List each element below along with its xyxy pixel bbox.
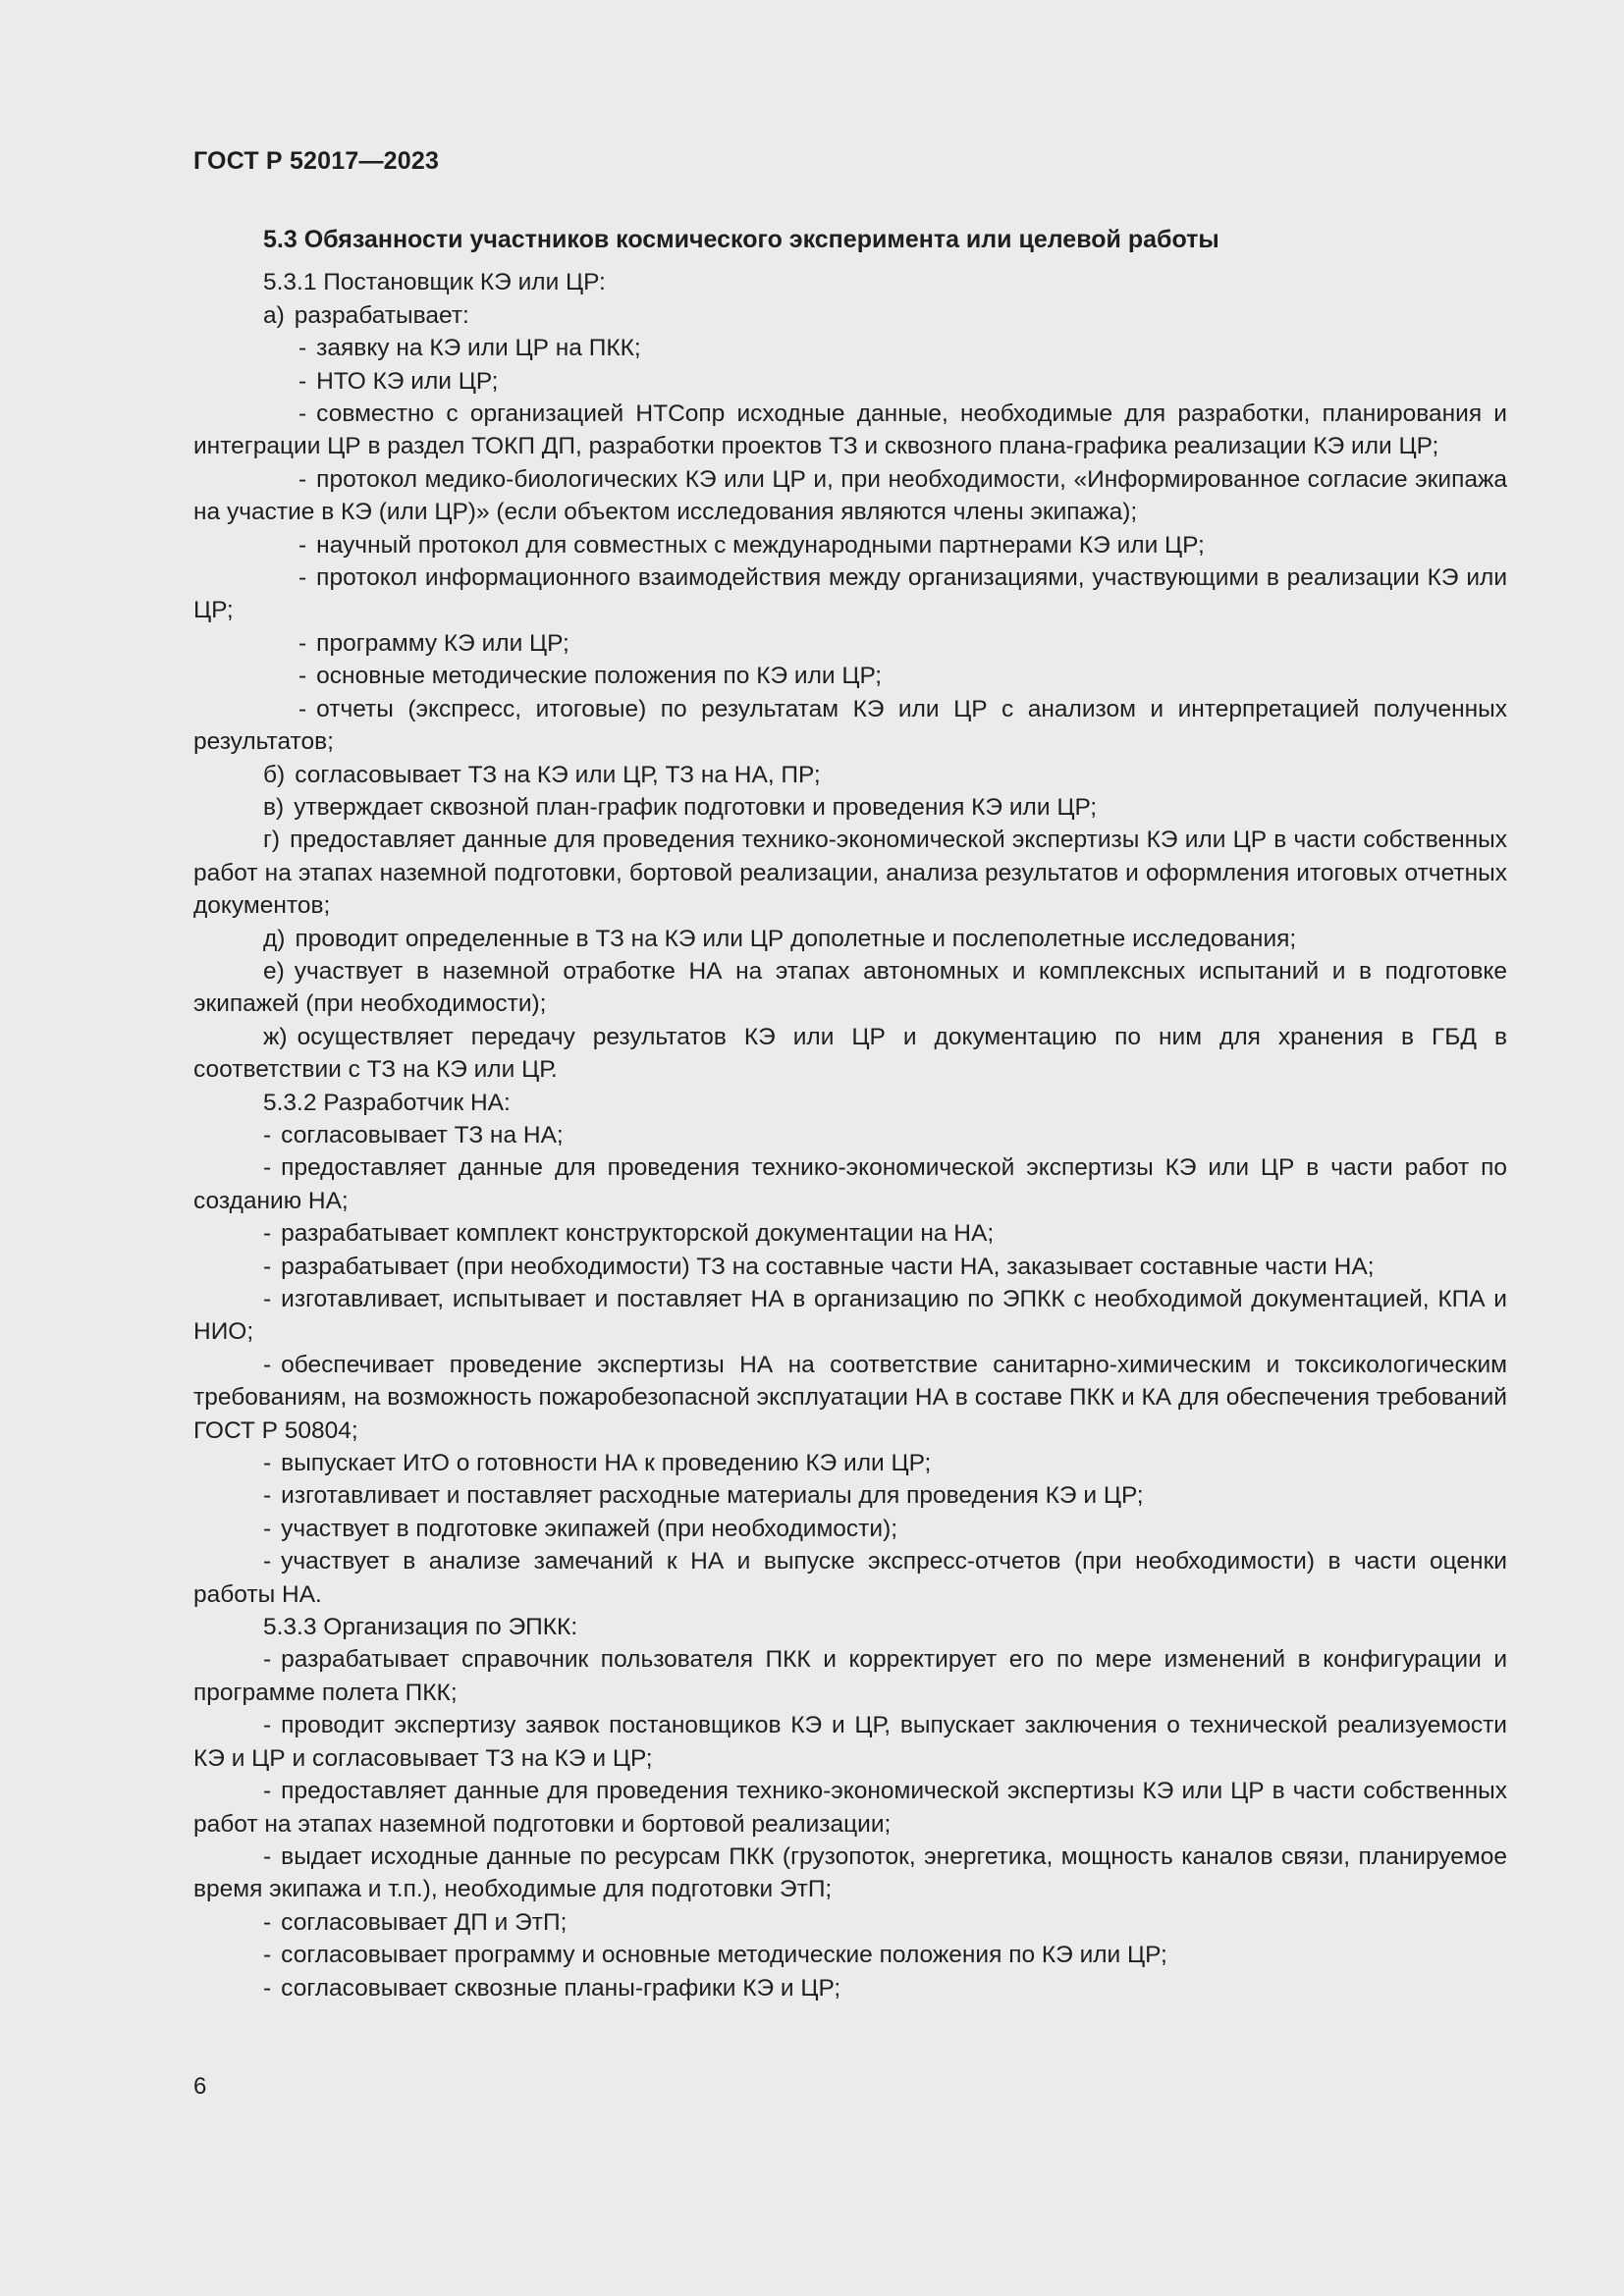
paragraph-text: предоставляет данные для проведения технико-экономической экспертизы КЭ или ЦР в части собственных работ на этапах наземной подготовки и бортовой реализации; xyxy=(193,1778,1507,1838)
paragraph xyxy=(193,1119,1507,1151)
paragraph xyxy=(193,791,1507,824)
paragraph xyxy=(193,1841,1507,1906)
paragraph xyxy=(193,1021,1507,1087)
paragraph-text: протокол информационного взаимодействия между организациями, участвующими в реализации КЭ или ЦР; xyxy=(193,564,1507,624)
list-marker: - xyxy=(263,1515,272,1542)
paragraph xyxy=(193,463,1507,529)
paragraph-text: выпускает ИтО о готовности НА к проведению КЭ или ЦР; xyxy=(281,1450,932,1477)
paragraph-text: 5.3.1 Постановщик КЭ или ЦР: xyxy=(263,269,606,296)
paragraph-text: программу КЭ или ЦР; xyxy=(316,629,569,657)
list-marker: - xyxy=(263,1482,272,1510)
paragraph-text: проводит определенные в ТЗ на КЭ или ЦР дополетные и послеполетные исследования; xyxy=(295,925,1297,952)
paragraph-text: 5.3.3 Организация по ЭПКК: xyxy=(263,1614,578,1641)
list-marker: - xyxy=(263,1253,272,1280)
paragraph-text: предоставляет данные для проведения технико-экономической экспертизы КЭ или ЦР в части работ по созданию НА; xyxy=(193,1154,1507,1214)
list-marker: - xyxy=(263,1154,272,1182)
paragraph xyxy=(193,1513,1507,1545)
section-heading xyxy=(193,224,1507,256)
paragraph xyxy=(193,759,1507,791)
paragraph xyxy=(193,693,1507,759)
paragraph xyxy=(193,1545,1507,1611)
paragraph xyxy=(193,1939,1507,1971)
list-marker: - xyxy=(298,367,307,395)
paragraph xyxy=(193,1775,1507,1841)
list-marker: - xyxy=(263,1351,272,1378)
paragraph-text: научный протокол для совместных с международными партнерами КЭ или ЦР; xyxy=(316,531,1205,559)
paragraph-text: участвует в подготовке экипажей (при необходимости); xyxy=(281,1515,898,1542)
paragraph xyxy=(193,1611,1507,1643)
list-marker: - xyxy=(298,400,307,428)
paragraph-text: основные методические положения по КЭ или ЦР; xyxy=(316,663,883,690)
paragraph-text: разрабатывает (при необходимости) ТЗ на составные части НА, заказывает составные части НА; xyxy=(281,1253,1375,1280)
paragraph-text: разрабатывает комплект конструкторской документации на НА; xyxy=(281,1220,995,1248)
paragraph-text: отчеты (экспресс, итоговые) по результатам КЭ или ЦР с анализом и интерпретацией полученных результатов; xyxy=(193,695,1507,756)
list-marker: - xyxy=(298,335,307,362)
paragraph xyxy=(193,1151,1507,1217)
paragraph-text: предоставляет данные для проведения технико-экономической экспертизы КЭ или ЦР в части собственных работ на этапах наземной подготовки, бортовой реализации, анализа результатов и оформления итоговых отчетных документов; xyxy=(193,827,1507,920)
paragraph-text: НТО КЭ или ЦР; xyxy=(316,367,499,395)
paragraph xyxy=(193,365,1507,398)
list-marker: - xyxy=(263,1712,272,1739)
paragraph xyxy=(193,955,1507,1021)
list-marker: - xyxy=(298,663,307,690)
paragraph-text: 5.3.2 Разработчик НА: xyxy=(263,1089,511,1116)
list-marker: - xyxy=(263,1450,272,1477)
list-marker: а) xyxy=(263,301,285,329)
paragraph-text: согласовывает ДП и ЭтП; xyxy=(281,1908,568,1936)
list-marker: - xyxy=(298,465,307,493)
paragraph-text: участвует в анализе замечаний к НА и выпуске экспресс-отчетов (при необходимости) в части оценки работы НА. xyxy=(193,1548,1507,1608)
paragraph xyxy=(193,824,1507,922)
paragraph-text: согласовывает программу и основные методические положения по КЭ или ЦР; xyxy=(281,1942,1167,1969)
list-marker: - xyxy=(263,1908,272,1936)
paragraph xyxy=(193,1283,1507,1349)
list-marker: - xyxy=(263,1220,272,1248)
paragraph-text: согласовывает сквозные планы-графики КЭ и ЦР; xyxy=(281,1974,841,2002)
paragraph xyxy=(193,332,1507,364)
paragraph xyxy=(193,1479,1507,1512)
paragraph-text: согласовывает ТЗ на КЭ или ЦР, ТЗ на НА, ПР; xyxy=(295,761,821,788)
list-marker: б) xyxy=(263,761,286,788)
paragraph xyxy=(193,923,1507,955)
list-marker: - xyxy=(263,1842,272,1870)
paragraph-text: изготавливает и поставляет расходные материалы для проведения КЭ и ЦР; xyxy=(281,1482,1144,1510)
paragraph xyxy=(193,1087,1507,1119)
paragraph-text: утверждает сквозной план-график подготовки и проведения КЭ или ЦР; xyxy=(294,793,1098,821)
list-marker: е) xyxy=(263,957,285,985)
list-marker: в) xyxy=(263,793,285,821)
paragraph xyxy=(193,1643,1507,1709)
paragraph xyxy=(193,660,1507,692)
list-marker: - xyxy=(263,1121,272,1148)
list-marker: ж) xyxy=(263,1023,288,1050)
paragraph-text: 5.3 Обязанности участников космического эксперимента или целевой работы xyxy=(263,226,1219,253)
list-marker: - xyxy=(298,564,307,592)
list-marker: - xyxy=(298,629,307,657)
paragraph xyxy=(193,1251,1507,1283)
document-header: ГОСТ Р 52017—2023 xyxy=(193,147,440,175)
paragraph-text: изготавливает, испытывает и поставляет НА в организацию по ЭПКК с необходимой документацией, КПА и НИО; xyxy=(193,1286,1507,1346)
list-marker: - xyxy=(263,1778,272,1805)
paragraph-text: участвует в наземной отработке НА на этапах автономных и комплексных испытаний и в подготовке экипажей (при необходимости); xyxy=(193,957,1507,1018)
paragraph-text: разрабатывает: xyxy=(294,301,469,329)
paragraph xyxy=(193,1972,1507,2004)
list-marker: - xyxy=(298,695,307,722)
paragraph-text: обеспечивает проведение экспертизы НА на соответствие санитарно-химическим и токсикологическим требованиям, на возможность пожаробезопасной эксплуатации НА в составе ПКК и КА для обеспечения требований ГОСТ Р 50804; xyxy=(193,1351,1507,1444)
paragraph xyxy=(193,1447,1507,1479)
paragraph xyxy=(193,529,1507,561)
paragraph-text: выдает исходные данные по ресурсам ПКК (грузопоток, энергетика, мощность каналов связи, планируемое время экипажа и т.п.), необходимые для подготовки ЭтП; xyxy=(193,1842,1507,1903)
page-number: 6 xyxy=(193,2073,207,2100)
list-marker: - xyxy=(263,1548,272,1575)
paragraph-text: согласовывает ТЗ на НА; xyxy=(281,1121,564,1148)
paragraph xyxy=(193,1906,1507,1939)
paragraph xyxy=(193,561,1507,627)
paragraph xyxy=(193,1217,1507,1250)
paragraph-text: протокол медико-биологических КЭ или ЦР и, при необходимости, «Информированное согласие экипажа на участие в КЭ (или ЦР)» (если объектом исследования являются члены экипажа); xyxy=(193,465,1507,526)
paragraph-text: разрабатывает справочник пользователя ПКК и корректирует его по мере изменений в конфигурации и программе полета ПКК; xyxy=(193,1646,1507,1706)
paragraph xyxy=(193,627,1507,660)
paragraph xyxy=(193,299,1507,332)
document-body xyxy=(193,224,1507,2004)
list-marker: - xyxy=(263,1942,272,1969)
paragraph xyxy=(193,1349,1507,1447)
paragraph xyxy=(193,266,1507,298)
list-marker: - xyxy=(263,1286,272,1312)
paragraph-text: осуществляет передачу результатов КЭ или ЦР и документацию по ним для хранения в ГБД в соответствии с ТЗ на КЭ или ЦР. xyxy=(193,1023,1507,1084)
paragraph-text: проводит экспертизу заявок постановщиков КЭ и ЦР, выпускает заключения о технической реализуемости КЭ и ЦР и согласовывает ТЗ на КЭ и ЦР; xyxy=(193,1712,1507,1772)
list-marker: - xyxy=(263,1646,272,1674)
paragraph xyxy=(193,1709,1507,1775)
list-marker: г) xyxy=(263,827,281,854)
list-marker: - xyxy=(263,1974,272,2002)
paragraph-text: совместно с организацией НТСопр исходные данные, необходимые для разработки, планирования и интеграции ЦР в раздел ТОКП ДП, разработки проектов ТЗ и сквозного плана-графика реализации КЭ или ЦР; xyxy=(193,400,1507,460)
list-marker: д) xyxy=(263,925,286,952)
list-marker: - xyxy=(298,531,307,559)
paragraph-text: заявку на КЭ или ЦР на ПКК; xyxy=(316,335,641,362)
paragraph xyxy=(193,398,1507,463)
